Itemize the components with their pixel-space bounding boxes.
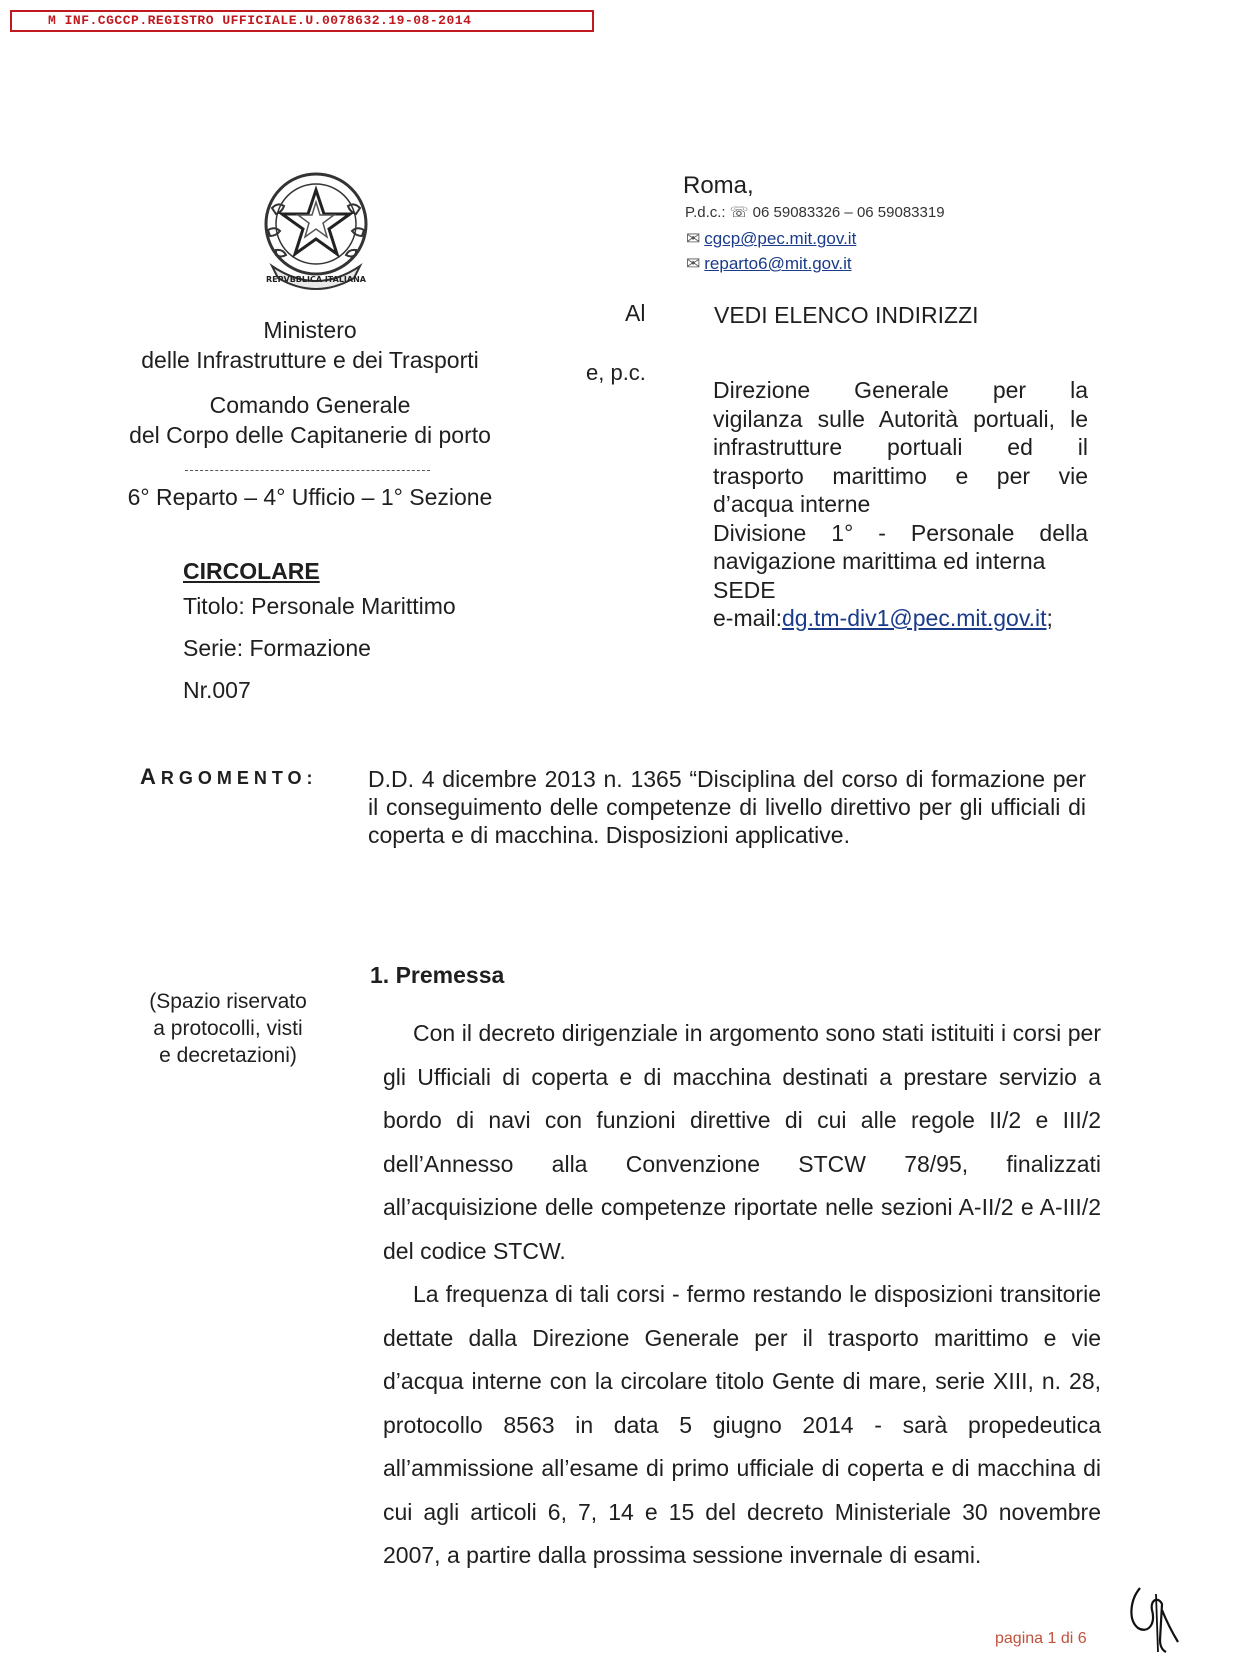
handwritten-signature bbox=[1122, 1580, 1182, 1653]
place-date: Roma, bbox=[683, 172, 754, 199]
circolare-title: CIRCOLARE bbox=[183, 558, 320, 584]
recipient-main: VEDI ELENCO INDIRIZZI bbox=[714, 302, 979, 328]
cc-recipient-block bbox=[713, 376, 1088, 633]
argomento-label-rest: RGOMENTO: bbox=[160, 768, 318, 788]
envelope-icon: ✉ bbox=[686, 254, 701, 273]
cc-email-line bbox=[713, 604, 1088, 633]
email-link-reparto6[interactable] bbox=[686, 254, 852, 274]
contact-phone: P.d.c.: ☏ 06 59083326 – 06 59083319 bbox=[685, 204, 945, 221]
recipient-label-epc: e, p.c. bbox=[586, 360, 646, 385]
argomento-label bbox=[140, 764, 318, 790]
cc-line: SEDE bbox=[713, 576, 776, 603]
sender-ministry: Ministero bbox=[263, 317, 357, 343]
dashed-separator bbox=[185, 470, 430, 471]
cc-line: infrastrutture portuali ed il bbox=[713, 434, 1088, 460]
cc-line: d’acqua interne bbox=[713, 491, 871, 517]
cc-email-tail: ; bbox=[1046, 605, 1053, 631]
cc-line: Divisione 1° - Personale della bbox=[713, 519, 1088, 546]
margin-note bbox=[112, 988, 344, 1069]
cc-line: navigazione marittima ed interna bbox=[713, 548, 1046, 574]
email-reparto6[interactable]: reparto6@mit.gov.it bbox=[704, 254, 852, 273]
margin-note-line: (Spazio riservato bbox=[149, 990, 307, 1013]
cc-line: trasporto marittimo e per vie bbox=[713, 462, 1088, 489]
circolare-number: Nr.007 bbox=[183, 677, 251, 703]
sender-department: 6° Reparto – 4° Ufficio – 1° Sezione bbox=[127, 484, 493, 510]
argomento-text: D.D. 4 dicembre 2013 n. 1365 “Disciplina del corso di formazione per il conseguimento delle competenze di livello direttivo per gli ufficiali di coperta e di macchina. Disposizioni applicative. bbox=[368, 766, 1086, 848]
email-cgcp[interactable]: cgcp@pec.mit.gov.it bbox=[704, 229, 857, 248]
margin-note-line: e decretazioni) bbox=[159, 1044, 297, 1067]
section-title: 1. Premessa bbox=[370, 962, 505, 988]
cc-line: Direzione Generale per la bbox=[713, 377, 1088, 403]
cc-line: vigilanza sulle Autorità portuali, le bbox=[713, 405, 1088, 432]
cc-email-label: e-mail: bbox=[713, 605, 783, 631]
emblem-motto: REPVBBLICA ITALIANA bbox=[266, 275, 366, 284]
argomento-label-initial: A bbox=[140, 764, 161, 789]
sender-command: Comando Generale bbox=[209, 392, 411, 418]
protocol-stamp: M INF.CGCCP.REGISTRO UFFICIALE.U.0078632.19-08-2014 bbox=[10, 10, 594, 32]
body-paragraph: Con il decreto dirigenziale in argomento sono stati istituiti i corsi per gli Ufficiali di coperta e di macchina destinati a prestare servizio a bordo di navi con funzioni direttive di cui alle regole II/2 e III/2 dell’Annesso alla Convenzione STCW 78/95, finalizzati all’acquisizione delle competenze riportate nelle sezioni A-II/2 e A-III/2 del codice STCW. bbox=[383, 1020, 1101, 1264]
circolare-titolo: Titolo: Personale Marittimo bbox=[183, 593, 456, 619]
body-text bbox=[383, 1012, 1101, 1578]
envelope-icon: ✉ bbox=[686, 229, 701, 248]
sender-ministry-full: delle Infrastrutture e dei Trasporti bbox=[141, 347, 479, 373]
cc-email-link[interactable]: dg.tm-div1@pec.mit.gov.it bbox=[782, 605, 1047, 631]
circolare-serie: Serie: Formazione bbox=[183, 635, 371, 661]
body-paragraph: La frequenza di tali corsi - fermo restando le disposizioni transitorie dettate dalla Direzione Generale per il trasporto marittimo e vie d’acqua interne con la circolare titolo Gente di mare, serie XIII, n. 28, protocollo 8563 in data 5 giugno 2014 - sarà propedeutica all’ammissione all’esame di primo ufficiale di coperta e di macchina di cui agli articoli 6, 7, 14 e 15 del decreto Ministeriale 30 novembre 2007, a partire dalla prossima sessione invernale di esami. bbox=[383, 1281, 1101, 1568]
email-link-cgcp[interactable] bbox=[686, 229, 856, 249]
italian-republic-emblem bbox=[258, 168, 374, 292]
sender-command-full: del Corpo delle Capitanerie di porto bbox=[129, 422, 491, 448]
margin-note-line: a protocolli, visti bbox=[153, 1017, 303, 1040]
page-number: pagina 1 di 6 bbox=[995, 1630, 1087, 1647]
recipient-label-al: Al bbox=[625, 300, 646, 326]
